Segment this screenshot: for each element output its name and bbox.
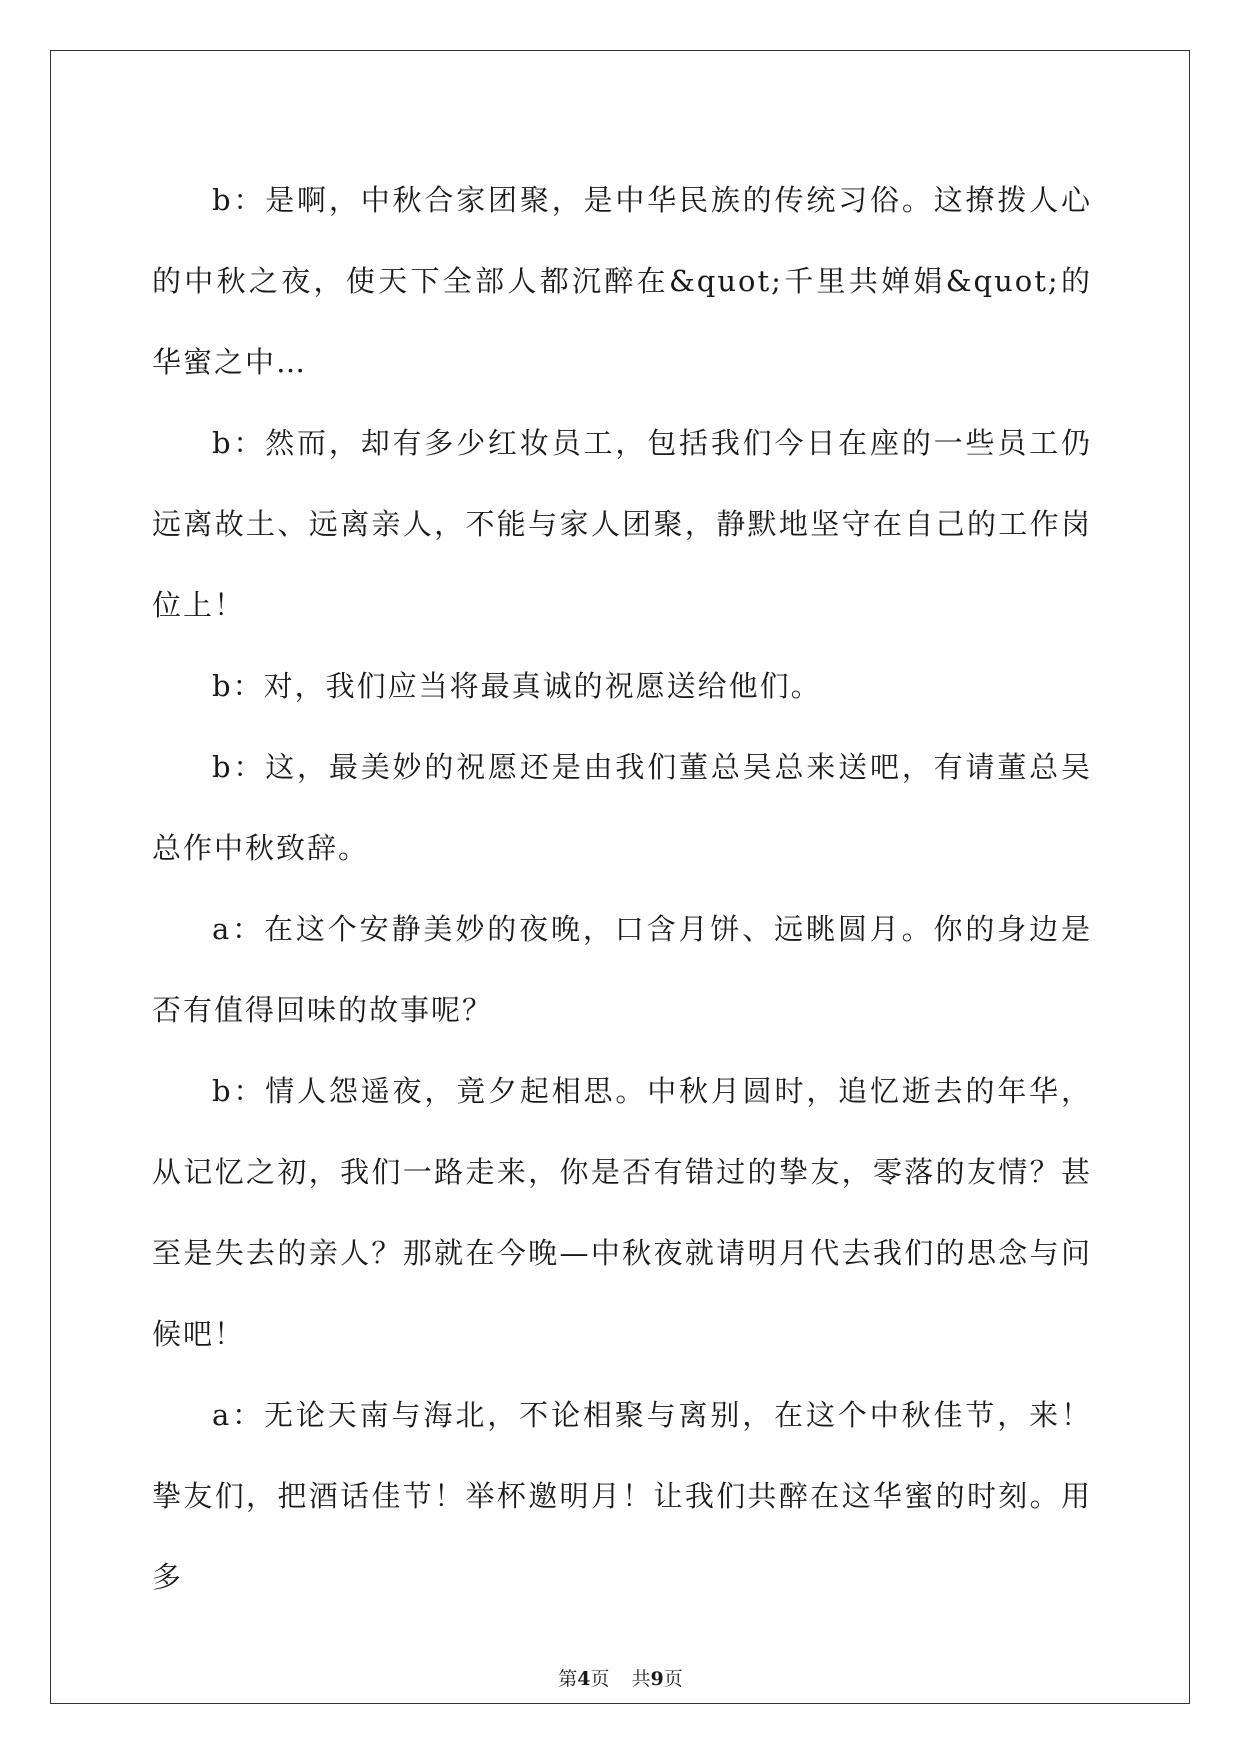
total-suffix: 页: [663, 1668, 683, 1690]
paragraph: b：对，我们应当将最真诚的祝愿送给他们。: [212, 669, 822, 703]
page-prefix: 第: [558, 1668, 578, 1690]
document-body: [152, 160, 1092, 1618]
paragraph: a：在这个安静美妙的夜晚，口含月饼、远眺圆月。你的身边是否有值得回味的故事呢？: [152, 912, 1092, 1027]
page-footer: [0, 1664, 1241, 1691]
paragraph: b：这，最美妙的祝愿还是由我们董总吴总来送吧，有请董总吴总作中秋致辞。: [152, 750, 1092, 865]
paragraph: b：然而，却有多少红妆员工，包括我们今日在座的一些员工仍远离故土、远离亲人，不能与家人团聚，静默地坚守在自己的工作岗位上！: [152, 426, 1092, 622]
paragraph: b：是啊，中秋合家团聚，是中华民族的传统习俗。这撩拨人心的中秋之夜，使天下全部人都沉醉在&quot;千里共婵娟&quot;的华蜜之中…: [152, 183, 1092, 379]
total-prefix: 共: [631, 1668, 651, 1690]
page-suffix: 页: [590, 1668, 610, 1690]
total-pages: 9: [650, 1668, 664, 1690]
paragraph: b：情人怨遥夜，竟夕起相思。中秋月圆时，追忆逝去的年华，从记忆之初，我们一路走来，你是否有错过的挚友，零落的友情？甚至是失去的亲人？那就在今晚—中秋夜就请明月代去我们的思念与问候吧！: [152, 1074, 1092, 1351]
paragraph: a：无论天南与海北，不论相聚与离别，在这个中秋佳节，来！挚友们，把酒话佳节！举杯邀明月！让我们共醉在这华蜜的时刻。用多: [152, 1398, 1092, 1594]
page-number: 4: [577, 1668, 591, 1690]
